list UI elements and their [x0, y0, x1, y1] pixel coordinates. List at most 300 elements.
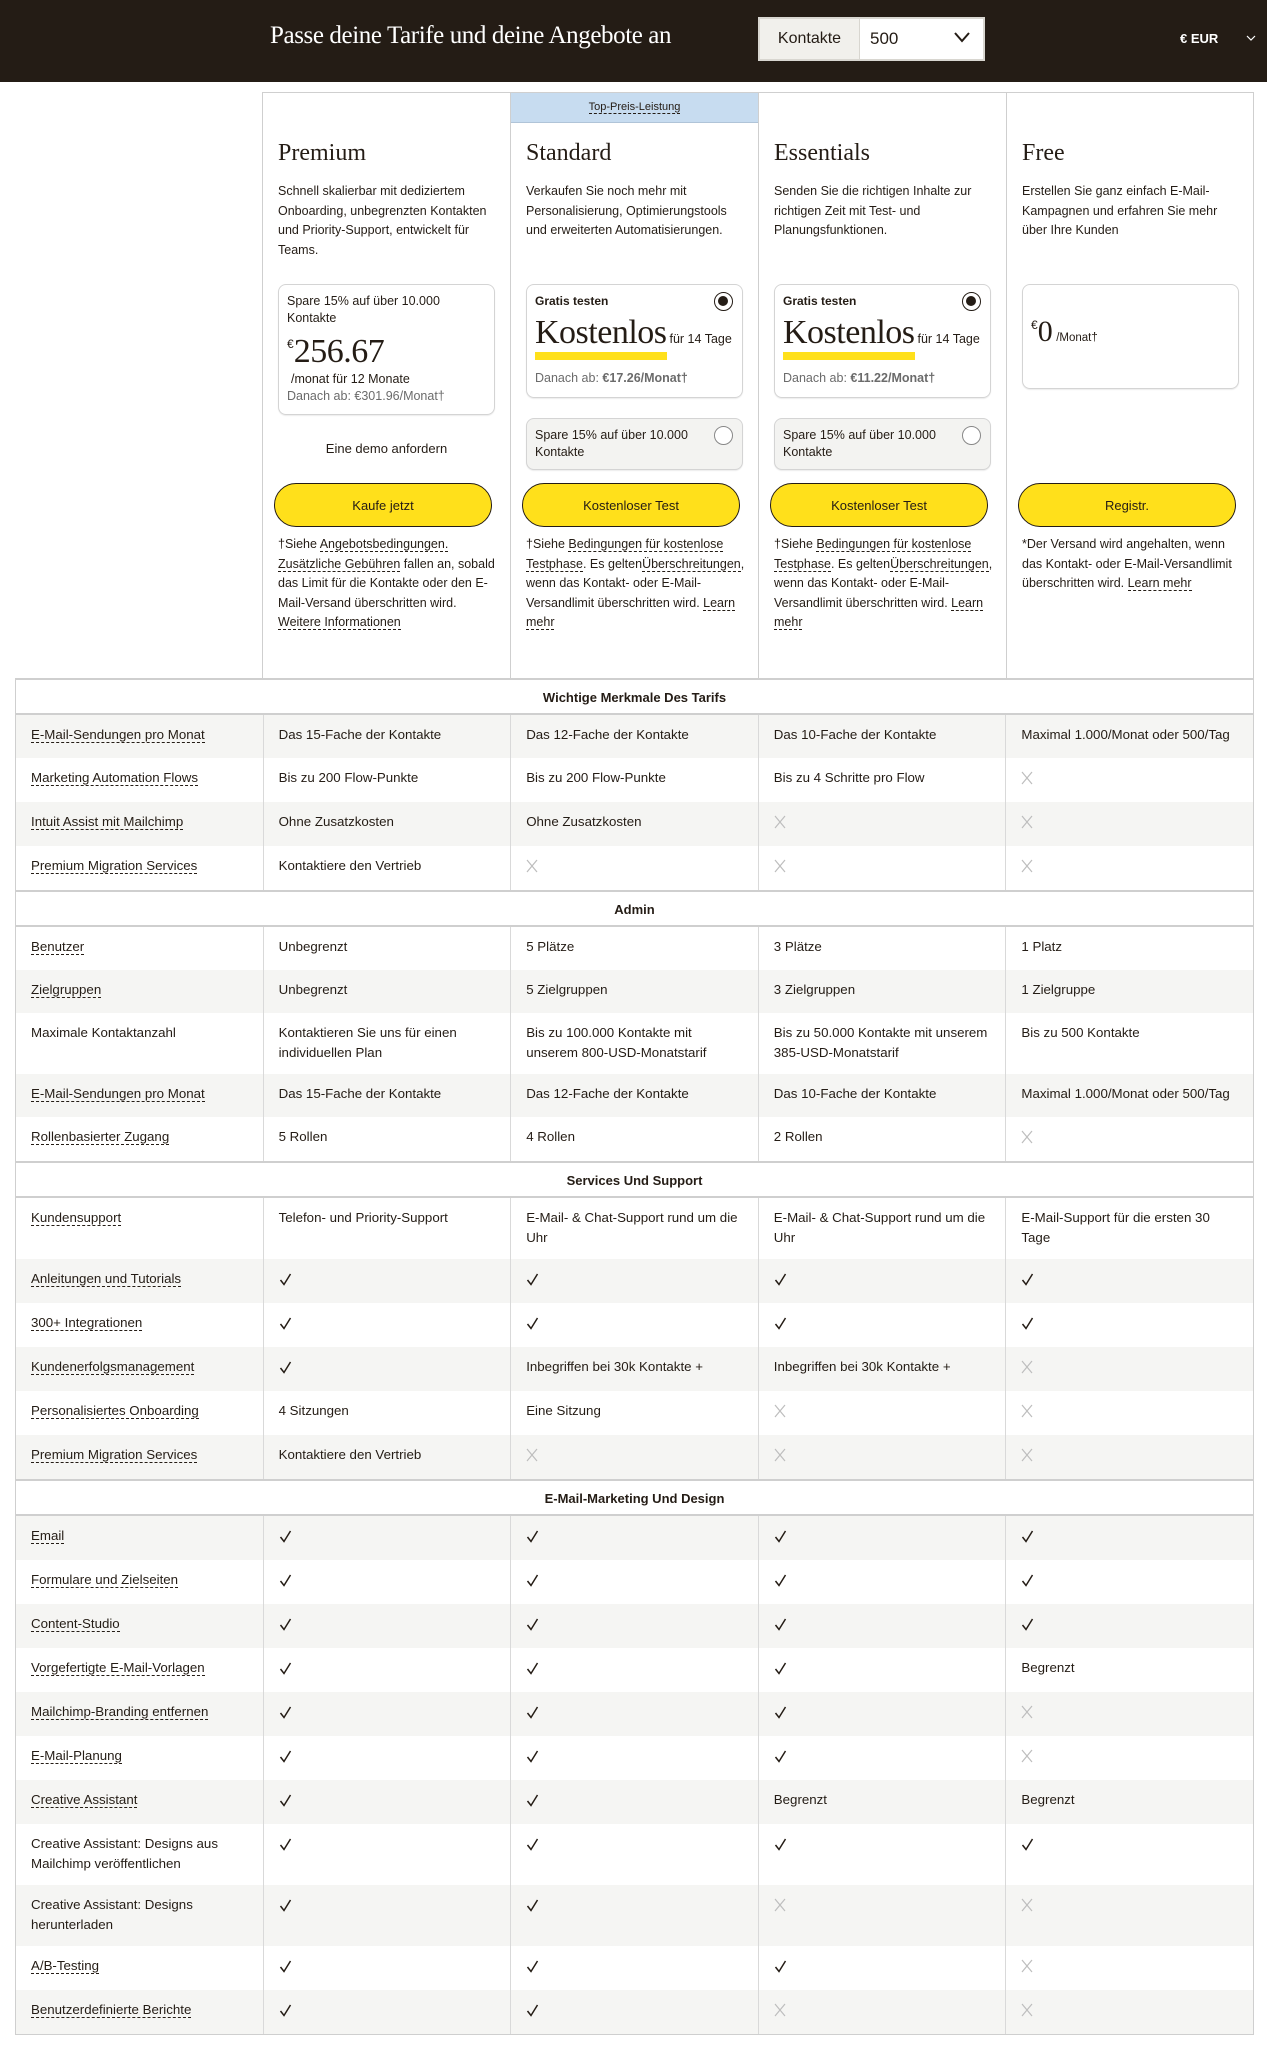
feature-label[interactable]: Kundenerfolgsmanagement	[31, 1359, 195, 1374]
check-icon	[774, 1529, 787, 1549]
check-icon	[526, 1837, 539, 1857]
price-after-value: €17.26/Monat†	[602, 371, 688, 385]
top-bar	[0, 0, 1267, 82]
plan-value-cell	[263, 1604, 511, 1648]
feature-label-cell	[16, 1117, 263, 1161]
price-box	[278, 284, 495, 415]
feature-label-cell	[16, 1736, 263, 1780]
plan-value-cell	[758, 1648, 1006, 1692]
section-header: E-Mail-Marketing Und Design	[16, 1479, 1253, 1516]
register-button[interactable]: Registr.	[1018, 483, 1236, 527]
table-row	[16, 1736, 1253, 1780]
price-after	[535, 370, 734, 387]
plan-value: Bis zu 100.000 Kontakte mit unserem 800-USD-Monatstarif	[526, 1025, 707, 1060]
feature-label-cell	[16, 1435, 263, 1479]
plan-value-cell	[1005, 1885, 1253, 1946]
table-row	[16, 1990, 1253, 2034]
check-icon	[774, 1749, 787, 1769]
plan-value: 5 Plätze	[526, 939, 575, 954]
plan-value-cell	[758, 1303, 1006, 1347]
table-row	[16, 1648, 1253, 1692]
check-icon	[526, 1749, 539, 1769]
discount-text: Spare 15% auf über 10.000 Kontakte	[783, 428, 936, 459]
cross-icon	[1021, 2003, 1033, 2023]
cross-icon	[526, 859, 538, 879]
plan-card-premium	[262, 93, 510, 678]
feature-label[interactable]: Personalisiertes Onboarding	[31, 1403, 199, 1418]
plan-value-cell	[263, 1692, 511, 1736]
plan-value-cell	[263, 1648, 511, 1692]
cross-icon	[1021, 1959, 1033, 1979]
footnote-link[interactable]: Bedingungen für kostenlose Testphase	[526, 537, 724, 571]
plan-value-cell	[263, 1516, 511, 1560]
plan-value-cell	[758, 1435, 1006, 1479]
chevron-down-icon	[1246, 35, 1256, 42]
plan-value-cell	[758, 1013, 1006, 1074]
footnote-link[interactable]: Learn mehr	[774, 595, 984, 629]
plan-value-cell	[510, 1824, 758, 1885]
trial-price-text: Kostenlos	[783, 314, 915, 360]
plan-value-cell	[758, 802, 1006, 846]
plan-value: E-Mail- & Chat-Support rund um die Uhr	[526, 1210, 738, 1245]
plan-value-cell	[263, 1946, 511, 1990]
table-row	[16, 1824, 1253, 1885]
table-row	[16, 1303, 1253, 1347]
plan-footnote	[1022, 535, 1242, 594]
plan-value-cell	[510, 1560, 758, 1604]
plan-value-cell	[1005, 1692, 1253, 1736]
plan-value-cell	[263, 1435, 511, 1479]
check-icon	[1021, 1617, 1034, 1637]
feature-label[interactable]: Formulare und Zielseiten	[31, 1572, 179, 1587]
feature-label-cell	[16, 1824, 263, 1885]
offer-text: Spare 15% auf über 10.000 Kontakte	[287, 294, 440, 325]
check-icon	[774, 1272, 787, 1292]
footnote-text: . Es gelten	[830, 556, 891, 571]
plan-value-cell	[758, 715, 1006, 758]
plan-value: Bis zu 200 Flow-Punkte	[526, 770, 666, 785]
plan-value: Kontaktiere den Vertrieb	[278, 858, 422, 873]
feature-label[interactable]: Premium Migration Services	[31, 858, 198, 873]
footnote-link[interactable]: Überschreitungen	[642, 556, 741, 571]
feature-label-cell	[16, 1303, 263, 1347]
plan-value-cell	[1005, 1736, 1253, 1780]
feature-label[interactable]: Vorgefertigte E-Mail-Vorlagen	[31, 1660, 205, 1675]
contacts-select[interactable]	[758, 17, 985, 61]
top-value-badge	[511, 93, 758, 123]
plan-value-cell	[510, 715, 758, 758]
plan-value-cell	[1005, 1435, 1253, 1479]
plan-value: Bis zu 500 Kontakte	[1021, 1025, 1140, 1040]
plan-value-cell	[758, 1780, 1006, 1824]
check-icon	[526, 1661, 539, 1681]
feature-label-cell	[16, 1885, 263, 1946]
feature-label[interactable]: E-Mail-Planung	[31, 1748, 122, 1763]
check-icon	[1021, 1837, 1034, 1857]
check-icon	[526, 1793, 539, 1813]
table-row	[16, 1347, 1253, 1391]
trial-option[interactable]	[774, 284, 991, 398]
badge-label[interactable]: Top-Preis-Leistung	[588, 101, 681, 113]
plan-value-cell	[758, 1560, 1006, 1604]
feature-label[interactable]: 300+ Integrationen	[31, 1315, 143, 1330]
section-header: Admin	[16, 890, 1253, 927]
plan-value: 3 Zielgruppen	[773, 982, 856, 997]
plan-value-cell	[1005, 970, 1253, 1013]
plan-value-cell	[758, 1692, 1006, 1736]
feature-label[interactable]: Benutzerdefinierte Berichte	[31, 2002, 192, 2017]
page-title: Passe deine Tarife und deine Angebote an	[270, 22, 672, 49]
plan-value: 3 Plätze	[773, 939, 822, 954]
plan-value: Das 15-Fache der Kontakte	[278, 727, 442, 742]
plan-value-cell	[758, 1391, 1006, 1435]
plan-value-cell	[1005, 1117, 1253, 1161]
footnote-link[interactable]: Learn mehr	[1127, 576, 1192, 590]
free-trial-button[interactable]: Kostenloser Test	[770, 483, 988, 527]
feature-label[interactable]: Mailchimp-Branding entfernen	[31, 1704, 209, 1719]
check-icon	[279, 1617, 292, 1637]
table-row	[16, 1013, 1253, 1074]
plan-value-cell	[1005, 715, 1253, 758]
plan-value-cell	[1005, 1560, 1253, 1604]
plan-value-cell	[758, 1946, 1006, 1990]
plan-value-cell	[263, 1259, 511, 1303]
plan-value-cell	[758, 927, 1006, 970]
trial-label: Gratis testen	[535, 294, 609, 308]
plan-value-cell	[510, 1303, 758, 1347]
section-header: Services Und Support	[16, 1161, 1253, 1198]
plan-value-cell	[263, 1391, 511, 1435]
check-icon	[279, 1661, 292, 1681]
plan-footnote	[526, 535, 746, 633]
plan-value-cell	[758, 1604, 1006, 1648]
cross-icon	[774, 1448, 786, 1468]
check-icon	[526, 1959, 539, 1979]
feature-label-cell	[16, 1198, 263, 1259]
plan-value-cell	[510, 1117, 758, 1161]
table-row	[16, 1435, 1253, 1479]
cross-icon	[774, 1404, 786, 1424]
plan-value-cell	[510, 1347, 758, 1391]
plan-value-cell	[1005, 1946, 1253, 1990]
plan-value: Ohne Zusatzkosten	[526, 814, 642, 829]
plan-name: Standard	[526, 140, 612, 166]
plan-value: Das 12-Fache der Kontakte	[526, 727, 689, 742]
check-icon	[1021, 1529, 1034, 1549]
plan-card-standard	[510, 93, 758, 678]
check-icon	[279, 1898, 292, 1918]
plan-value-cell	[1005, 1013, 1253, 1074]
currency-label: € EUR	[1180, 31, 1219, 46]
cross-icon	[1021, 1898, 1033, 1918]
table-row	[16, 1074, 1253, 1117]
cross-icon	[1021, 1404, 1033, 1424]
radio-button[interactable]	[962, 292, 981, 311]
chevron-down-icon	[953, 31, 971, 43]
table-row	[16, 927, 1253, 970]
plan-value-cell	[510, 846, 758, 890]
plan-value-cell	[758, 1259, 1006, 1303]
contacts-select-value[interactable]	[860, 19, 983, 59]
trial-duration: für 14 Tage	[669, 332, 732, 346]
plan-value-cell	[263, 1303, 511, 1347]
plan-value-cell	[510, 1946, 758, 1990]
plan-value: Das 12-Fache der Kontakte	[526, 1086, 689, 1101]
check-icon	[774, 1316, 787, 1336]
plan-value: 4 Rollen	[526, 1129, 575, 1144]
plan-footnote	[278, 535, 498, 633]
currency-symbol: €	[1031, 318, 1038, 332]
plan-value: Bis zu 200 Flow-Punkte	[278, 770, 419, 785]
discount-option[interactable]	[774, 418, 991, 470]
plan-value: Kontaktiere den Vertrieb	[278, 1447, 422, 1462]
feature-label[interactable]: Creative Assistant	[31, 1792, 138, 1807]
table-row	[16, 1604, 1253, 1648]
check-icon	[526, 1573, 539, 1593]
feature-label[interactable]: Intuit Assist mit Mailchimp	[31, 814, 184, 829]
trial-price	[783, 314, 982, 360]
plan-description: Schnell skalierbar mit dediziertem Onboarding, unbegrenzten Kontakten und Priority-Support, entwickelt für Teams.	[278, 184, 487, 257]
table-row	[16, 1259, 1253, 1303]
plan-value: Eine Sitzung	[526, 1403, 601, 1418]
footnote-text: , wenn das Kontakt- oder E-Mail-Versandlimit überschritten wird.	[526, 556, 745, 610]
plan-value-cell	[1005, 927, 1253, 970]
table-row	[16, 1198, 1253, 1259]
currency-selector[interactable]	[1180, 31, 1256, 46]
discount-text: Spare 15% auf über 10.000 Kontakte	[535, 428, 688, 459]
plan-value: Begrenzt	[773, 1792, 828, 1807]
plan-value-cell	[510, 1198, 758, 1259]
contacts-value: 500	[870, 29, 899, 48]
footnote-text: †Siehe	[526, 537, 569, 551]
footnote-text: , wenn das Kontakt- oder E-Mail-Versandlimit überschritten wird.	[774, 556, 993, 610]
plan-value-cell	[758, 1074, 1006, 1117]
feature-label-cell	[16, 1780, 263, 1824]
plan-value-cell	[510, 1259, 758, 1303]
table-row	[16, 1117, 1253, 1161]
plan-value-cell	[758, 1198, 1006, 1259]
footnote-link[interactable]: Überschreitungen	[890, 556, 989, 571]
check-icon	[774, 1661, 787, 1681]
section-header: Wichtige Merkmale Des Tarifs	[16, 678, 1253, 715]
check-icon	[526, 1272, 539, 1292]
radio-button[interactable]	[962, 426, 981, 445]
plan-value: E-Mail- & Chat-Support rund um die Uhr	[773, 1210, 986, 1245]
plan-value-cell	[1005, 1516, 1253, 1560]
feature-label[interactable]: E-Mail-Sendungen pro Monat	[31, 1086, 205, 1101]
check-icon	[279, 1272, 292, 1292]
price-amount: 0	[1037, 315, 1053, 348]
plan-value-cell	[510, 1516, 758, 1560]
plan-value: 2 Rollen	[773, 1129, 823, 1144]
plan-value-cell	[1005, 1198, 1253, 1259]
check-icon	[279, 2003, 292, 2023]
table-row	[16, 1516, 1253, 1560]
plan-value-cell	[263, 970, 511, 1013]
feature-label-cell	[16, 802, 263, 846]
cross-icon	[1021, 859, 1033, 879]
check-icon	[1021, 1272, 1034, 1292]
feature-label-cell	[16, 758, 263, 802]
plan-name: Essentials	[774, 140, 870, 166]
contacts-select-label: Kontakte	[760, 19, 860, 59]
plan-value-cell	[1005, 1824, 1253, 1885]
plan-value-cell	[758, 970, 1006, 1013]
plan-value: Unbegrenzt	[278, 982, 348, 997]
feature-label[interactable]: E-Mail-Sendungen pro Monat	[31, 727, 205, 742]
discount-option[interactable]	[526, 418, 743, 470]
plan-value-cell	[263, 1824, 511, 1885]
price-after-label: Danach ab:	[783, 371, 851, 385]
plan-value: Das 10-Fache der Kontakte	[773, 727, 937, 742]
trial-price-text: Kostenlos	[535, 314, 667, 360]
table-row	[16, 1885, 1253, 1946]
price-after: Danach ab: €301.96/Monat†	[287, 389, 445, 403]
feature-label-cell	[16, 1391, 263, 1435]
feature-label: Creative Assistant: Designs herunterladen	[31, 1897, 193, 1932]
plan-value-cell	[758, 846, 1006, 890]
plan-value-cell	[263, 715, 511, 758]
feature-label: Creative Assistant: Designs aus Mailchimp veröffentlichen	[31, 1836, 218, 1871]
plan-value-cell	[510, 1885, 758, 1946]
plan-name: Free	[1022, 140, 1065, 166]
check-icon	[279, 1360, 292, 1380]
plan-value-cell	[263, 802, 511, 846]
table-row	[16, 758, 1253, 802]
cross-icon	[1021, 1130, 1033, 1150]
footnote-link[interactable]: Learn mehr	[526, 595, 736, 629]
plan-value-cell	[510, 970, 758, 1013]
plan-value-cell	[510, 1692, 758, 1736]
price-period: /Monat†	[1056, 332, 1098, 344]
feature-label[interactable]: Premium Migration Services	[31, 1447, 198, 1462]
plan-value-cell	[510, 1648, 758, 1692]
plan-value: E-Mail-Support für die ersten 30 Tage	[1021, 1210, 1210, 1245]
cross-icon	[774, 815, 786, 835]
price-after-label: Danach ab:	[535, 371, 603, 385]
plan-value: Inbegriffen bei 30k Kontakte +	[526, 1359, 703, 1374]
plan-value-cell	[758, 1516, 1006, 1560]
table-row	[16, 970, 1253, 1013]
plan-value-cell	[1005, 758, 1253, 802]
feature-label-cell	[16, 970, 263, 1013]
plan-value-cell	[758, 1117, 1006, 1161]
plan-value-cell	[1005, 1074, 1253, 1117]
footnote-link[interactable]: Weitere Informationen	[278, 615, 401, 629]
buy-now-button[interactable]: Kaufe jetzt	[274, 483, 492, 527]
plan-value-cell	[263, 846, 511, 890]
feature-label[interactable]: Kundensupport	[31, 1210, 122, 1225]
feature-label: Maximale Kontaktanzahl	[31, 1025, 176, 1040]
plan-value-cell	[1005, 1347, 1253, 1391]
feature-label[interactable]: Email	[31, 1528, 65, 1543]
footnote-link[interactable]: Angebotsbedingungen.	[319, 537, 449, 551]
check-icon	[279, 1959, 292, 1979]
check-icon	[1021, 1573, 1034, 1593]
cross-icon	[1021, 1705, 1033, 1725]
plan-value-cell	[263, 758, 511, 802]
feature-label-cell	[16, 1604, 263, 1648]
radio-button[interactable]	[714, 426, 733, 445]
check-icon	[774, 1837, 787, 1857]
trial-price	[535, 314, 734, 360]
price-period: /monat für 12 Monate	[291, 372, 410, 386]
check-icon	[279, 1793, 292, 1813]
footnote-link[interactable]: Zusätzliche Gebühren	[278, 556, 401, 571]
feature-label[interactable]: Marketing Automation Flows	[31, 770, 199, 785]
plan-value-cell	[510, 1391, 758, 1435]
feature-label-cell	[16, 846, 263, 890]
plan-value: 4 Sitzungen	[278, 1403, 349, 1418]
plan-value: Ohne Zusatzkosten	[278, 814, 394, 829]
feature-label[interactable]: Zielgruppen	[31, 982, 102, 997]
check-icon	[279, 1529, 292, 1549]
plan-value-cell	[1005, 1990, 1253, 2034]
feature-label-cell	[16, 1013, 263, 1074]
feature-label[interactable]: Rollenbasierter Zugang	[31, 1129, 170, 1144]
plan-value-cell	[1005, 846, 1253, 890]
check-icon	[279, 1837, 292, 1857]
plan-value-cell	[758, 1347, 1006, 1391]
table-row	[16, 846, 1253, 890]
table-row	[16, 1692, 1253, 1736]
table-row	[16, 715, 1253, 758]
plan-value-cell	[510, 1435, 758, 1479]
price-after	[783, 370, 982, 387]
plan-value-cell	[510, 1604, 758, 1648]
plan-description: Senden Sie die richtigen Inhalte zur richtigen Zeit mit Test- und Planungsfunktionen.	[774, 184, 972, 237]
check-icon	[774, 1959, 787, 1979]
trial-option[interactable]	[526, 284, 743, 398]
plan-value: Das 15-Fache der Kontakte	[278, 1086, 442, 1101]
check-icon	[526, 1705, 539, 1725]
cross-icon	[1021, 1749, 1033, 1769]
feature-label-cell	[16, 927, 263, 970]
plan-footnote	[774, 535, 994, 633]
radio-button[interactable]	[714, 292, 733, 311]
plan-value-cell	[510, 1990, 758, 2034]
price-box	[1022, 284, 1239, 389]
plan-value-cell	[510, 758, 758, 802]
check-icon	[279, 1749, 292, 1769]
currency-symbol: €	[287, 337, 294, 351]
cross-icon	[1021, 1360, 1033, 1380]
plan-value: Maximal 1.000/Monat oder 500/Tag	[1021, 727, 1230, 742]
plan-value-cell	[263, 1736, 511, 1780]
plan-value: Bis zu 50.000 Kontakte mit unserem 385-USD-Monatstarif	[773, 1025, 988, 1060]
feature-label[interactable]: Content-Studio	[31, 1616, 120, 1631]
check-icon	[526, 1617, 539, 1637]
check-icon	[279, 1573, 292, 1593]
feature-label[interactable]: Anleitungen und Tutorials	[31, 1271, 182, 1286]
feature-label[interactable]: A/B-Testing	[31, 1958, 99, 1973]
footnote-link[interactable]: Bedingungen für kostenlose Testphase	[774, 537, 972, 571]
plan-value-cell	[1005, 1604, 1253, 1648]
plan-description: Erstellen Sie ganz einfach E-Mail-Kampagnen und erfahren Sie mehr über Ihre Kunden	[1022, 184, 1218, 237]
check-icon	[774, 1705, 787, 1725]
plan-value-cell	[1005, 1780, 1253, 1824]
plan-value: Kontaktieren Sie uns für einen individuellen Plan	[278, 1025, 457, 1060]
free-trial-button[interactable]: Kostenloser Test	[522, 483, 740, 527]
request-demo-link[interactable]: Eine demo anfordern	[325, 441, 448, 456]
feature-label-cell	[16, 1074, 263, 1117]
feature-label[interactable]: Benutzer	[31, 939, 85, 954]
feature-label-cell	[16, 1259, 263, 1303]
plan-value-cell	[1005, 1391, 1253, 1435]
feature-label-cell	[16, 1347, 263, 1391]
plan-value: 5 Rollen	[278, 1129, 328, 1144]
check-icon	[279, 1705, 292, 1725]
